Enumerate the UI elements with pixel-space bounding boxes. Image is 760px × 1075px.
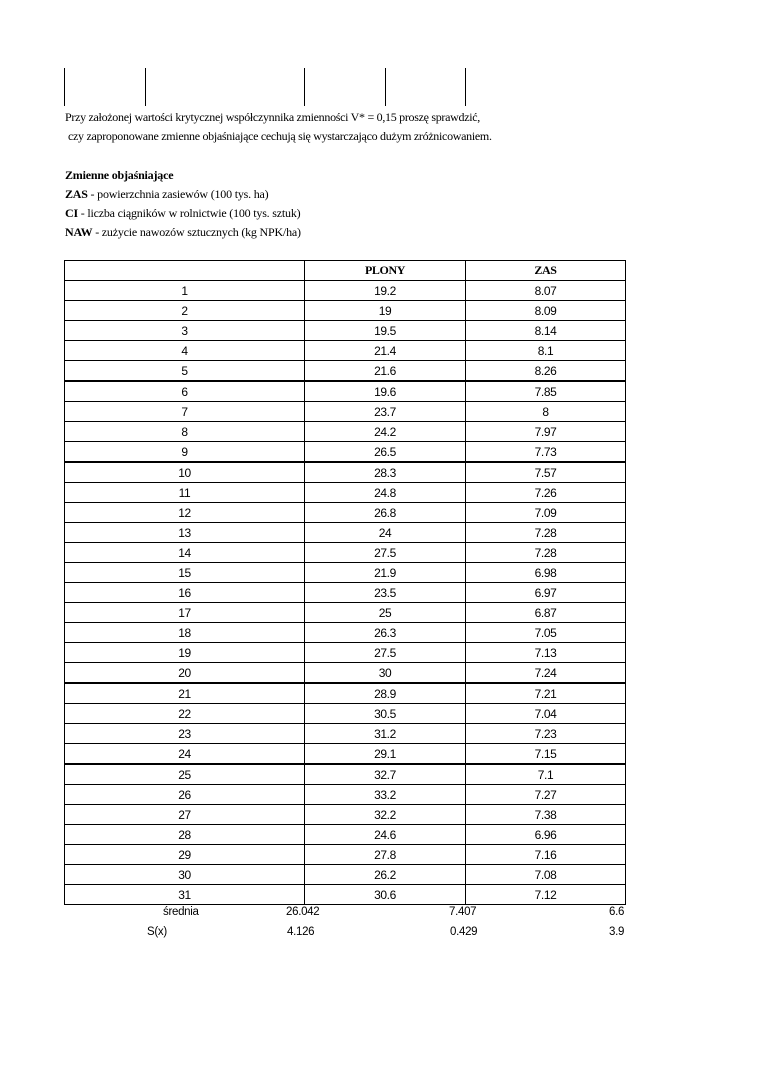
- sd-plony: 4.126: [287, 926, 315, 938]
- cell-plony: 30: [305, 663, 466, 684]
- table-row: [65, 744, 626, 765]
- table-row: [65, 381, 626, 402]
- cell-zas: 7.05: [466, 623, 626, 643]
- table-row: [65, 543, 626, 563]
- cell-index: 17: [65, 603, 305, 623]
- cell-index: 23: [65, 724, 305, 744]
- table-row: [65, 281, 626, 301]
- cell-index: 25: [65, 764, 305, 785]
- table-row: [65, 663, 626, 684]
- table-row: [65, 341, 626, 361]
- table-row: [65, 523, 626, 543]
- header-cell-zas: ZAS: [466, 261, 626, 281]
- cell-index: 28: [65, 825, 305, 845]
- cell-index: 18: [65, 623, 305, 643]
- cell-zas: 7.1: [466, 764, 626, 785]
- cell-zas: 7.57: [466, 462, 626, 483]
- sd-zas: 0.429: [450, 926, 478, 938]
- ruler-line: [465, 68, 466, 106]
- cell-plony: 30.5: [305, 704, 466, 724]
- cell-plony: 26.8: [305, 503, 466, 523]
- cell-plony: 24: [305, 523, 466, 543]
- cell-zas: 7.16: [466, 845, 626, 865]
- table-row: [65, 885, 626, 905]
- cell-plony: 19.5: [305, 321, 466, 341]
- cell-zas: 7.23: [466, 724, 626, 744]
- cell-index: 15: [65, 563, 305, 583]
- cell-zas: 7.24: [466, 663, 626, 684]
- ruler-line: [145, 68, 146, 106]
- mean-cut-value: 6.6: [609, 906, 625, 918]
- cell-zas: 8.1: [466, 341, 626, 361]
- cell-zas: 6.87: [466, 603, 626, 623]
- table-row: [65, 865, 626, 885]
- cell-index: 31: [65, 885, 305, 905]
- intro-line-1: Przy założonej wartości krytycznej współczynnika zmienności V* = 0,15 proszę sprawdzić,: [65, 110, 480, 124]
- mean-zas: 7.407: [449, 906, 477, 918]
- cell-plony: 27.5: [305, 543, 466, 563]
- table-row: [65, 321, 626, 341]
- table-row: [65, 583, 626, 603]
- variable-def-ci: CI - liczba ciągników w rolnictwie (100 tys. sztuk): [65, 206, 301, 220]
- cell-plony: 30.6: [305, 885, 466, 905]
- variables-heading: Zmienne objaśniające: [65, 168, 174, 182]
- cell-zas: 7.97: [466, 422, 626, 442]
- table-row: [65, 462, 626, 483]
- table-row: [65, 785, 626, 805]
- cell-plony: 27.5: [305, 643, 466, 663]
- table-row: [65, 845, 626, 865]
- cell-index: 29: [65, 845, 305, 865]
- cell-plony: 24.8: [305, 483, 466, 503]
- table-row: [65, 623, 626, 643]
- table-row: [65, 563, 626, 583]
- cell-plony: 26.3: [305, 623, 466, 643]
- sd-cut-value: 3.9: [609, 926, 625, 938]
- cell-zas: 8: [466, 402, 626, 422]
- cell-index: 30: [65, 865, 305, 885]
- table-row: [65, 724, 626, 744]
- cell-index: 20: [65, 663, 305, 684]
- cell-index: 27: [65, 805, 305, 825]
- cell-zas: 6.97: [466, 583, 626, 603]
- cell-index: 21: [65, 683, 305, 704]
- table-row: [65, 683, 626, 704]
- cell-plony: 25: [305, 603, 466, 623]
- cell-zas: 7.85: [466, 381, 626, 402]
- cell-plony: 26.2: [305, 865, 466, 885]
- ruler-line: [64, 68, 65, 106]
- cell-zas: 7.09: [466, 503, 626, 523]
- cell-index: 6: [65, 381, 305, 402]
- cell-plony: 24.2: [305, 422, 466, 442]
- cell-zas: 8.14: [466, 321, 626, 341]
- cell-zas: 7.26: [466, 483, 626, 503]
- cell-plony: 28.3: [305, 462, 466, 483]
- cell-plony: 28.9: [305, 683, 466, 704]
- cell-plony: 21.4: [305, 341, 466, 361]
- ruler-line: [385, 68, 386, 106]
- cell-zas: 7.15: [466, 744, 626, 765]
- table-header-row: [65, 261, 626, 281]
- cell-index: 16: [65, 583, 305, 603]
- cell-zas: 7.13: [466, 643, 626, 663]
- cell-zas: 8.09: [466, 301, 626, 321]
- cell-index: 5: [65, 361, 305, 382]
- cell-index: 4: [65, 341, 305, 361]
- cell-plony: 33.2: [305, 785, 466, 805]
- cell-index: 3: [65, 321, 305, 341]
- cell-index: 13: [65, 523, 305, 543]
- cell-zas: 8.07: [466, 281, 626, 301]
- ruler-line: [304, 68, 305, 106]
- cell-index: 12: [65, 503, 305, 523]
- cell-zas: 7.21: [466, 683, 626, 704]
- cell-zas: 7.04: [466, 704, 626, 724]
- table-row: [65, 422, 626, 442]
- table-row: [65, 643, 626, 663]
- table-row: [65, 503, 626, 523]
- cell-zas: 7.08: [466, 865, 626, 885]
- header-cell-index: [65, 261, 305, 281]
- table-row: [65, 704, 626, 724]
- cell-plony: 21.9: [305, 563, 466, 583]
- table-row: [65, 805, 626, 825]
- cell-zas: 7.28: [466, 523, 626, 543]
- cell-index: 7: [65, 402, 305, 422]
- table-row: [65, 764, 626, 785]
- cell-plony: 31.2: [305, 724, 466, 744]
- cell-index: 26: [65, 785, 305, 805]
- cell-index: 10: [65, 462, 305, 483]
- cell-plony: 19: [305, 301, 466, 321]
- table-row: [65, 361, 626, 382]
- cell-index: 22: [65, 704, 305, 724]
- variable-def-zas: ZAS - powierzchnia zasiewów (100 tys. ha): [65, 187, 269, 201]
- cell-zas: 7.12: [466, 885, 626, 905]
- table-row: [65, 483, 626, 503]
- cell-zas: 7.38: [466, 805, 626, 825]
- variable-def-naw: NAW - zużycie nawozów sztucznych (kg NPK/ha): [65, 225, 301, 239]
- cell-plony: 29.1: [305, 744, 466, 765]
- cell-zas: 7.28: [466, 543, 626, 563]
- cell-plony: 24.6: [305, 825, 466, 845]
- cell-index: 11: [65, 483, 305, 503]
- cell-plony: 23.7: [305, 402, 466, 422]
- cell-index: 14: [65, 543, 305, 563]
- cell-zas: 6.98: [466, 563, 626, 583]
- cell-index: 8: [65, 422, 305, 442]
- table-row: [65, 402, 626, 422]
- cell-plony: 32.7: [305, 764, 466, 785]
- mean-plony: 26.042: [286, 906, 320, 918]
- cell-plony: 23.5: [305, 583, 466, 603]
- data-table: [64, 260, 626, 905]
- cell-plony: 19.2: [305, 281, 466, 301]
- cell-index: 24: [65, 744, 305, 765]
- mean-label: średnia: [163, 906, 199, 918]
- intro-line-2: czy zaproponowane zmienne objaśniające cechują się wystarczająco dużym zróżnicowaniem.: [68, 129, 492, 143]
- cell-zas: 8.26: [466, 361, 626, 382]
- table-row: [65, 442, 626, 463]
- cell-plony: 19.6: [305, 381, 466, 402]
- table-row: [65, 603, 626, 623]
- cell-plony: 27.8: [305, 845, 466, 865]
- cell-index: 1: [65, 281, 305, 301]
- cell-zas: 6.96: [466, 825, 626, 845]
- cell-zas: 7.73: [466, 442, 626, 463]
- cell-plony: 21.6: [305, 361, 466, 382]
- cell-index: 9: [65, 442, 305, 463]
- header-cell-plony: PLONY: [305, 261, 466, 281]
- cell-plony: 26.5: [305, 442, 466, 463]
- cell-zas: 7.27: [466, 785, 626, 805]
- table-row: [65, 301, 626, 321]
- table-row: [65, 825, 626, 845]
- sd-label: S(x): [147, 926, 167, 938]
- cell-plony: 32.2: [305, 805, 466, 825]
- cell-index: 19: [65, 643, 305, 663]
- cell-index: 2: [65, 301, 305, 321]
